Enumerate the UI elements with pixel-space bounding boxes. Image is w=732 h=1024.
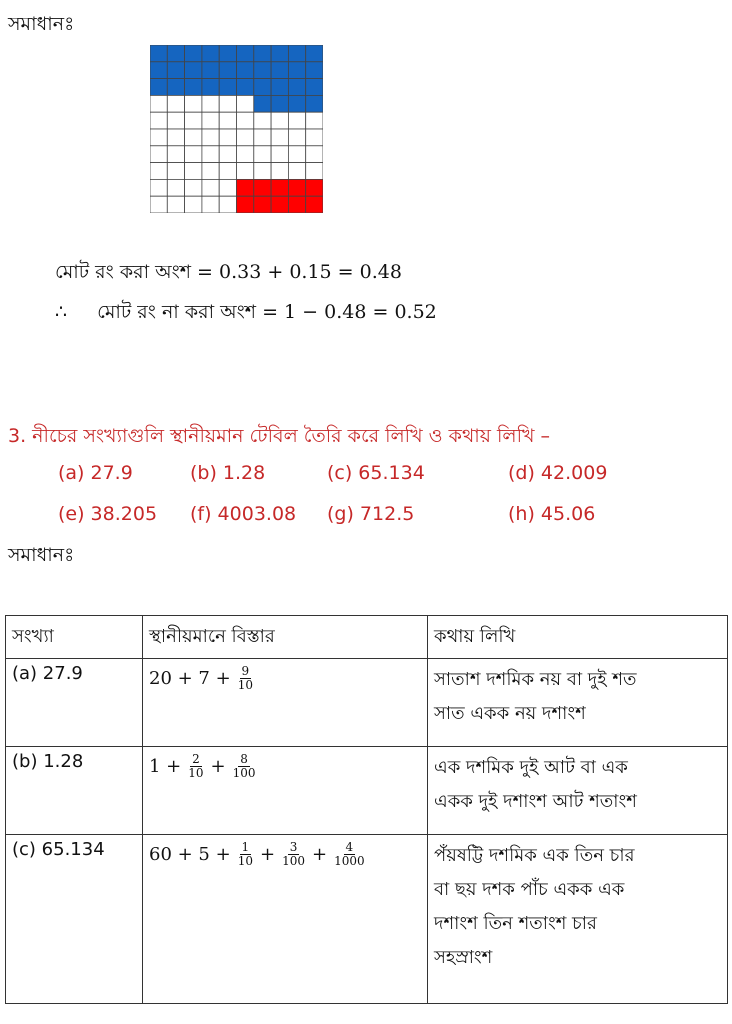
plus-sign: +	[311, 844, 328, 865]
grid-cell-blue	[288, 45, 305, 62]
grid-cell-unshaded	[288, 146, 305, 163]
cell-words	[428, 835, 728, 1004]
solution-heading-1: সমাধানঃ	[8, 13, 75, 35]
grid-cell-unshaded	[288, 129, 305, 146]
unshaded-total-equation	[55, 298, 437, 330]
grid-cell-unshaded	[219, 163, 236, 180]
expansion-lead: 60 + 5 +	[149, 844, 231, 865]
cell-expansion	[143, 747, 428, 835]
grid-cell-red	[306, 196, 323, 213]
grid-cell-red	[254, 179, 271, 196]
therefore-symbol: ∴	[55, 301, 68, 323]
grid-cell-blue	[219, 62, 236, 79]
option-e: (e) 38.205	[58, 503, 158, 525]
fraction	[236, 665, 255, 692]
grid-cell-unshaded	[150, 146, 167, 163]
grid-cell-unshaded	[167, 146, 184, 163]
cell-words	[428, 659, 728, 747]
grid-cell-blue	[306, 62, 323, 79]
grid-cell-red	[288, 196, 305, 213]
grid-cell-blue	[254, 79, 271, 96]
grid-cell-unshaded	[150, 179, 167, 196]
grid-cell-blue	[167, 79, 184, 96]
grid-cell-blue	[202, 45, 219, 62]
grid-cell-blue	[167, 62, 184, 79]
grid-cell-blue	[185, 62, 202, 79]
grid-cell-blue	[306, 79, 323, 96]
grid-cell-red	[254, 196, 271, 213]
grid-cell-blue	[306, 95, 323, 112]
grid-cell-unshaded	[150, 112, 167, 129]
grid-cell-unshaded	[271, 146, 288, 163]
words-line: বা ছয় দশক পাঁচ একক এক	[434, 879, 625, 900]
grid-cell-unshaded	[271, 129, 288, 146]
grid-cell-unshaded	[219, 146, 236, 163]
option-b: (b) 1.28	[190, 462, 266, 484]
grid-cell-blue	[254, 95, 271, 112]
grid-cell-unshaded	[185, 95, 202, 112]
unshaded-total-math: 1 − 0.48 = 0.52	[284, 301, 437, 323]
grid-cell-unshaded	[254, 112, 271, 129]
unshaded-total-label: মোট রং না করা অংশ =	[97, 301, 278, 323]
grid-cell-unshaded	[306, 163, 323, 180]
grid-cell-blue	[254, 45, 271, 62]
option-a: (a) 27.9	[58, 462, 133, 484]
grid-cell-unshaded	[202, 129, 219, 146]
table-header-row	[6, 616, 728, 659]
question-3: 3. নীচের সংখ্যাগুলি স্থানীয়মান টেবিল তৈরি করে লিখি ও কথায় লিখি –	[8, 425, 551, 447]
grid-cell-blue	[150, 62, 167, 79]
fraction-denominator: 10	[237, 854, 253, 868]
grid-cell-unshaded	[271, 112, 288, 129]
grid-cell-unshaded	[167, 196, 184, 213]
grid-cell-blue	[219, 45, 236, 62]
grid-cell-unshaded	[219, 179, 236, 196]
grid-cell-unshaded	[271, 163, 288, 180]
fraction	[332, 841, 367, 868]
grid-cell-blue	[271, 79, 288, 96]
fraction-numerator: 9	[241, 664, 250, 678]
words-line: পঁয়ষট্টি দশমিক এক তিন চার	[434, 845, 635, 866]
grid-cell-red	[271, 196, 288, 213]
grid-cell-blue	[167, 45, 184, 62]
grid-cell-unshaded	[219, 95, 236, 112]
fraction-numerator: 8	[240, 752, 248, 766]
grid-cell-unshaded	[202, 179, 219, 196]
option-h: (h) 45.06	[508, 503, 596, 525]
words-line: সাতাশ দশমিক নয় বা দুই শত	[434, 669, 637, 690]
grid-cell-unshaded	[306, 112, 323, 129]
grid-cell-blue	[237, 79, 254, 96]
cell-words	[428, 747, 728, 835]
grid-cell-unshaded	[254, 163, 271, 180]
grid-cell-unshaded	[202, 95, 219, 112]
grid-cell-unshaded	[288, 112, 305, 129]
shaded-total-equation	[55, 258, 402, 290]
grid-cell-unshaded	[237, 112, 254, 129]
solution-heading-2: সমাধানঃ	[8, 544, 75, 566]
header-expansion: স্থানীয়মানে বিস্তার	[143, 616, 428, 659]
hundred-square-grid	[150, 45, 323, 213]
fraction-denominator: 100	[282, 854, 305, 868]
fraction-denominator: 1000	[334, 854, 365, 868]
grid-cell-blue	[306, 45, 323, 62]
fraction	[236, 841, 255, 868]
fraction-numerator: 2	[192, 752, 200, 766]
grid-cell-unshaded	[219, 129, 236, 146]
grid-cell-unshaded	[219, 112, 236, 129]
words-line: সাত একক নয় দশাংশ	[434, 703, 586, 724]
option-c: (c) 65.134	[327, 462, 425, 484]
option-g: (g) 712.5	[327, 503, 415, 525]
cell-number: (a) 27.9	[6, 659, 143, 747]
grid-cell-unshaded	[202, 163, 219, 180]
grid-cell-blue	[288, 95, 305, 112]
plus-sign: +	[259, 844, 276, 865]
table-row	[6, 835, 728, 1004]
grid-cell-unshaded	[167, 129, 184, 146]
place-value-table	[5, 615, 728, 1004]
fraction	[186, 753, 205, 780]
grid-cell-unshaded	[202, 196, 219, 213]
grid-cell-unshaded	[167, 179, 184, 196]
grid-cell-unshaded	[167, 95, 184, 112]
grid-cell-blue	[219, 79, 236, 96]
grid-cell-blue	[202, 62, 219, 79]
fraction-numerator: 3	[289, 840, 298, 854]
grid-cell-unshaded	[185, 129, 202, 146]
grid-cell-blue	[150, 79, 167, 96]
grid-cell-unshaded	[185, 112, 202, 129]
grid-cell-red	[237, 196, 254, 213]
table-row	[6, 747, 728, 835]
words-line: সহস্রাংশ	[434, 947, 493, 968]
grid-cell-red	[288, 179, 305, 196]
grid-cell-unshaded	[185, 179, 202, 196]
grid-cell-unshaded	[288, 163, 305, 180]
grid-cell-unshaded	[150, 163, 167, 180]
grid-cell-red	[271, 179, 288, 196]
grid-cell-blue	[254, 62, 271, 79]
grid-cell-red	[237, 179, 254, 196]
cell-number: (b) 1.28	[6, 747, 143, 835]
fraction-numerator: 1	[241, 840, 250, 854]
expansion-lead: 20 + 7 +	[149, 668, 231, 689]
grid-cell-blue	[202, 79, 219, 96]
fraction-denominator: 100	[232, 766, 256, 780]
grid-cell-blue	[185, 45, 202, 62]
grid-cell-blue	[288, 62, 305, 79]
expansion-lead: 1 +	[149, 756, 182, 777]
grid-cell-unshaded	[237, 163, 254, 180]
fraction	[231, 753, 258, 780]
grid-cell-unshaded	[202, 112, 219, 129]
grid-cell-blue	[237, 45, 254, 62]
fraction-denominator: 10	[188, 766, 204, 780]
cell-number: (c) 65.134	[6, 835, 143, 1004]
grid-cell-red	[306, 179, 323, 196]
grid-cell-unshaded	[254, 129, 271, 146]
words-line: দশাংশ তিন শতাংশ চার	[434, 913, 597, 934]
grid-cell-unshaded	[185, 163, 202, 180]
grid-cell-unshaded	[237, 129, 254, 146]
grid-cell-unshaded	[150, 95, 167, 112]
grid-cell-blue	[271, 95, 288, 112]
grid-cell-unshaded	[306, 146, 323, 163]
grid-cell-unshaded	[185, 146, 202, 163]
fraction-denominator: 10	[237, 678, 253, 692]
grid-cell-blue	[288, 79, 305, 96]
shaded-total-label: মোট রং করা অংশ =	[55, 261, 213, 283]
option-d: (d) 42.009	[508, 462, 608, 484]
plus-sign: +	[210, 756, 226, 777]
grid-cell-unshaded	[237, 95, 254, 112]
grid-cell-unshaded	[219, 196, 236, 213]
fraction	[280, 841, 307, 868]
grid-cell-blue	[150, 45, 167, 62]
option-f: (f) 4003.08	[190, 503, 297, 525]
grid-cell-unshaded	[185, 196, 202, 213]
cell-expansion	[143, 835, 428, 1004]
grid-cell-unshaded	[237, 146, 254, 163]
words-line: এক দশমিক দুই আট বা এক	[434, 757, 628, 778]
grid-cell-unshaded	[202, 146, 219, 163]
header-words: কথায় লিখি	[428, 616, 728, 659]
table-row	[6, 659, 728, 747]
grid-cell-blue	[185, 79, 202, 96]
header-number: সংখ্যা	[6, 616, 143, 659]
grid-cell-unshaded	[254, 146, 271, 163]
shaded-total-math: 0.33 + 0.15 = 0.48	[219, 261, 402, 283]
grid-cell-unshaded	[167, 163, 184, 180]
grid-cell-unshaded	[306, 129, 323, 146]
grid-cell-unshaded	[167, 112, 184, 129]
fraction-numerator: 4	[345, 840, 354, 854]
cell-expansion	[143, 659, 428, 747]
words-line: একক দুই দশাংশ আট শতাংশ	[434, 791, 637, 812]
grid-cell-blue	[237, 62, 254, 79]
grid-cell-unshaded	[150, 196, 167, 213]
grid-cell-blue	[271, 45, 288, 62]
grid-cell-unshaded	[150, 129, 167, 146]
grid-cell-blue	[271, 62, 288, 79]
